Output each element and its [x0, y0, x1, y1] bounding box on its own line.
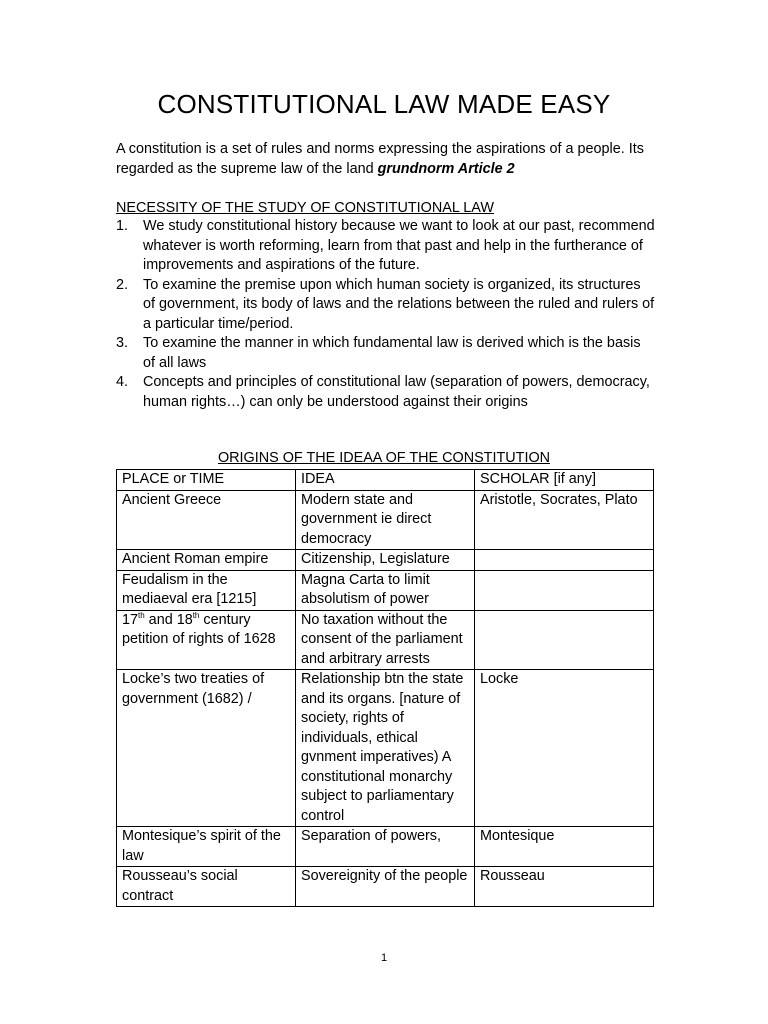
intro-text: A constitution is a set of rules and norms expressing the aspirations of a people. Its regarded as the supreme law of the land — [116, 141, 644, 177]
intro-emphasis: grundnorm Article 2 — [377, 160, 515, 177]
column-header-idea: IDEA — [296, 470, 475, 491]
origins-table — [116, 469, 654, 907]
cell-scholar: Locke — [475, 670, 654, 827]
cell-place: Locke’s two treaties of government (1682) / — [117, 670, 296, 827]
page-number: 1 — [380, 952, 388, 964]
cell-place: Ancient Greece — [117, 490, 296, 550]
list-item-number: 4. — [116, 374, 129, 390]
necessity-list — [116, 217, 656, 412]
list-item-number: 1. — [116, 218, 129, 234]
cell-place: Montesique’s spirit of the law — [117, 827, 296, 867]
list-item — [116, 276, 656, 335]
document-title: CONSTITUTIONAL LAW MADE EASY — [157, 89, 611, 119]
table-row — [117, 827, 654, 867]
cell-place — [117, 610, 296, 670]
list-item — [116, 334, 656, 373]
place-century-2: and 18 — [144, 611, 193, 628]
list-item — [116, 373, 656, 412]
cell-idea: Separation of powers, — [296, 827, 475, 867]
cell-scholar: Montesique — [475, 827, 654, 867]
table-row — [117, 670, 654, 827]
cell-scholar — [475, 550, 654, 571]
cell-scholar — [475, 570, 654, 610]
cell-place: Feudalism in the mediaeval era [1215] — [117, 570, 296, 610]
cell-place: Ancient Roman empire — [117, 550, 296, 571]
list-item-text: We study constitutional history because we want to look at our past, recommend whatever is worth reforming, learn from that past and help in the furtherance of improvements and aspirations of the future. — [143, 218, 655, 273]
cell-idea: Relationship btn the state and its organs. [nature of society, rights of individuals, ethical gvnment imperatives) A constitutional monarchy subject to parliamentary control — [296, 670, 475, 827]
table-row — [117, 550, 654, 571]
place-century-1: 17 — [122, 611, 139, 628]
table-row — [117, 610, 654, 670]
cell-scholar: Rousseau — [475, 867, 654, 907]
place-superscript-1: th — [138, 610, 145, 620]
cell-idea: Magna Carta to limit absolutism of power — [296, 570, 475, 610]
cell-place: Rousseau’s social contract — [117, 867, 296, 907]
table-title: ORIGINS OF THE IDEAA OF THE CONSTITUTION — [217, 450, 551, 466]
column-header-place: PLACE or TIME — [117, 470, 296, 491]
place-century-rest: century petition of rights of 1628 — [122, 611, 276, 647]
table-row — [117, 570, 654, 610]
intro-paragraph — [116, 140, 656, 179]
table-row — [117, 867, 654, 907]
list-item-text: To examine the premise upon which human society is organized, its structures of government, its body of laws and the relations between the ruled and rulers of a particular time/period. — [143, 276, 655, 332]
cell-scholar — [475, 610, 654, 670]
list-item-text: Concepts and principles of constitutional law (separation of powers, democracy, human rights…) can only be understood against their origins — [143, 374, 650, 410]
list-item-number: 2. — [116, 276, 129, 293]
cell-idea: Sovereignity of the people — [296, 867, 475, 907]
list-item — [116, 217, 656, 276]
cell-idea: Modern state and government ie direct democracy — [296, 490, 475, 550]
table-row — [117, 490, 654, 550]
list-item-text: To examine the manner in which fundamental law is derived which is the basis of all laws — [143, 335, 641, 371]
necessity-heading: NECESSITY OF THE STUDY OF CONSTITUTIONAL LAW — [116, 200, 494, 216]
cell-idea: Citizenship, Legislature — [296, 550, 475, 571]
list-item-number: 3. — [116, 335, 129, 351]
cell-scholar: Aristotle, Socrates, Plato — [475, 490, 654, 550]
table-header-row — [117, 470, 654, 491]
place-superscript-2: th — [192, 610, 200, 620]
column-header-scholar: SCHOLAR [if any] — [475, 470, 654, 491]
cell-idea: No taxation without the consent of the parliament and arbitrary arrests — [296, 610, 475, 670]
